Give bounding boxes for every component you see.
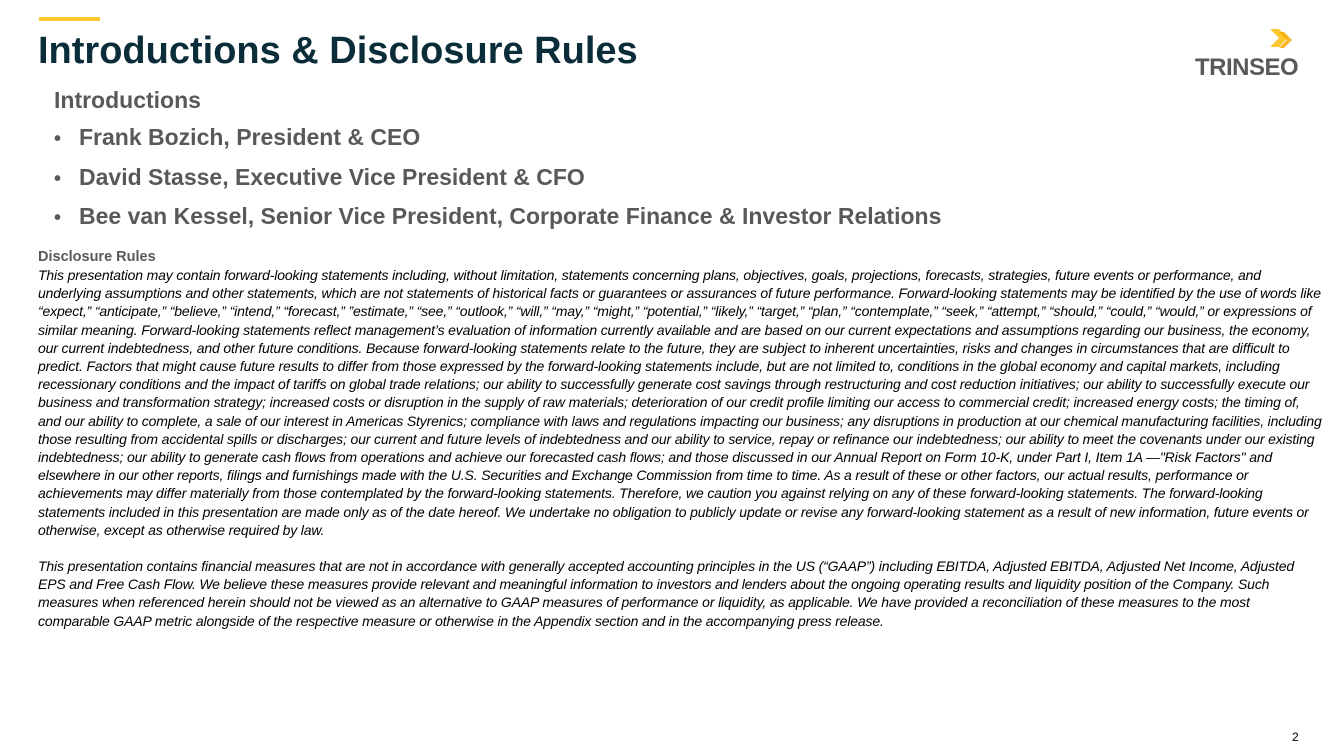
introduction-item [54, 201, 941, 241]
introductions-heading: Introductions [54, 87, 201, 113]
trinseo-chevron-mark-icon [1268, 26, 1294, 52]
bullet-icon: • [54, 128, 62, 150]
bullet-icon: • [54, 207, 62, 229]
bullet-icon: • [54, 167, 62, 190]
introduction-item-text: Bee van Kessel, Senior Vice President, Corporate Finance & Investor Relations [79, 203, 942, 229]
introduction-item-text: David Stasse, Executive Vice President & CFO [79, 163, 585, 190]
disclosure-section [38, 248, 1323, 630]
page-number: 2 [1292, 730, 1299, 744]
title-accent-bar [39, 17, 100, 21]
introduction-item [54, 122, 941, 162]
logo-wordmark: TRINSEO [1195, 54, 1299, 81]
page-title: Introductions & Disclosure Rules [38, 30, 638, 72]
trinseo-logo [1188, 26, 1304, 86]
introduction-item-text: Frank Bozich, President & CEO [79, 124, 421, 150]
forward-looking-statements-paragraph: This presentation may contain forward-looking statements including, without limitation, statements concerning plans, objectives, goals, projections, forecasts, strategies, future events or performance, and underlying assumptions and other statements, which are not statements of historical facts or guarantees or assurances of future performance. Forward-looking statements may be identified by the use of words like “expect,” “anticipate,” “believe,” “intend,” “forecast,” ”estimate,” “see,” “outlook,” “will,” “may,” “might,” “potential,” “likely,” “target,” “plan,” “contemplate,” “seek,” “attempt,” “should,” “could,” “would,” or expressions of similar meaning. Forward-looking statements reflect management’s evaluation of information currently available and are based on our current expectations and assumptions regarding our business, the economy, our current indebtedness, and other future conditions. Because forward-looking statements relate to the future, they are subject to inherent uncertainties, risks and changes in circumstances that are difficult to predict. Factors that might cause future results to differ from those expressed by the forward-looking statements include, but are not limited to, conditions in the global economy and capital markets, including recessionary conditions and the impact of tariffs on global trade relations; our ability to successfully generate cost savings through restructuring and cost reduction initiatives; our ability to successfully execute our business and transformation strategy; increased costs or disruption in the supply of raw materials; deterioration of our credit profile limiting our access to commercial credit; increased energy costs; the timing of, and our ability to complete, a sale of our interest in Americas Styrenics; compliance with laws and regulations impacting our business; any disruptions in production at our chemical manufacturing facilities, including those resulting from accidental spills or discharges; our current and future levels of indebtedness and our ability to service, repay or refinance our indebtedness; our ability to meet the covenants under our existing indebtedness; our ability to generate cash flows from operations and achieve our forecasted cash flows; and those discussed in our Annual Report on Form 10-K, under Part I, Item 1A —"Risk Factors" and elsewhere in our other reports, filings and furnishings made with the U.S. Securities and Exchange Commission from time to time. As a result of these or other factors, our actual results, performance or achievements may differ materially from those contemplated by the forward-looking statements. Therefore, we caution you against relying on any of these forward-looking statements. The forward-looking statements included in this presentation are made only as of the date hereof. We undertake no obligation to publicly update or revise any forward-looking statement as a result of new information, future events or otherwise, except as otherwise required by law. [38, 267, 1322, 538]
non-gaap-measures-paragraph: This presentation contains financial measures that are not in accordance with generally accepted accounting principles in the US (“GAAP”) including EBITDA, Adjusted EBITDA, Adjusted Net Income, Adjusted EPS and Free Cash Flow. We believe these measures provide relevant and meaningful information to investors and lenders about the ongoing operating results and liquidity position of the Company. Such measures when referenced herein should not be viewed as an alternative to GAAP measures of performance or liquidity, as applicable. We have provided a reconciliation of these measures to the most comparable GAAP metric alongside of the respective measure or otherwise in the Appendix section and in the accompanying press release. [38, 558, 1295, 629]
introductions-list [54, 122, 941, 241]
disclosure-heading: Disclosure Rules [38, 249, 156, 265]
introduction-item [54, 162, 941, 202]
